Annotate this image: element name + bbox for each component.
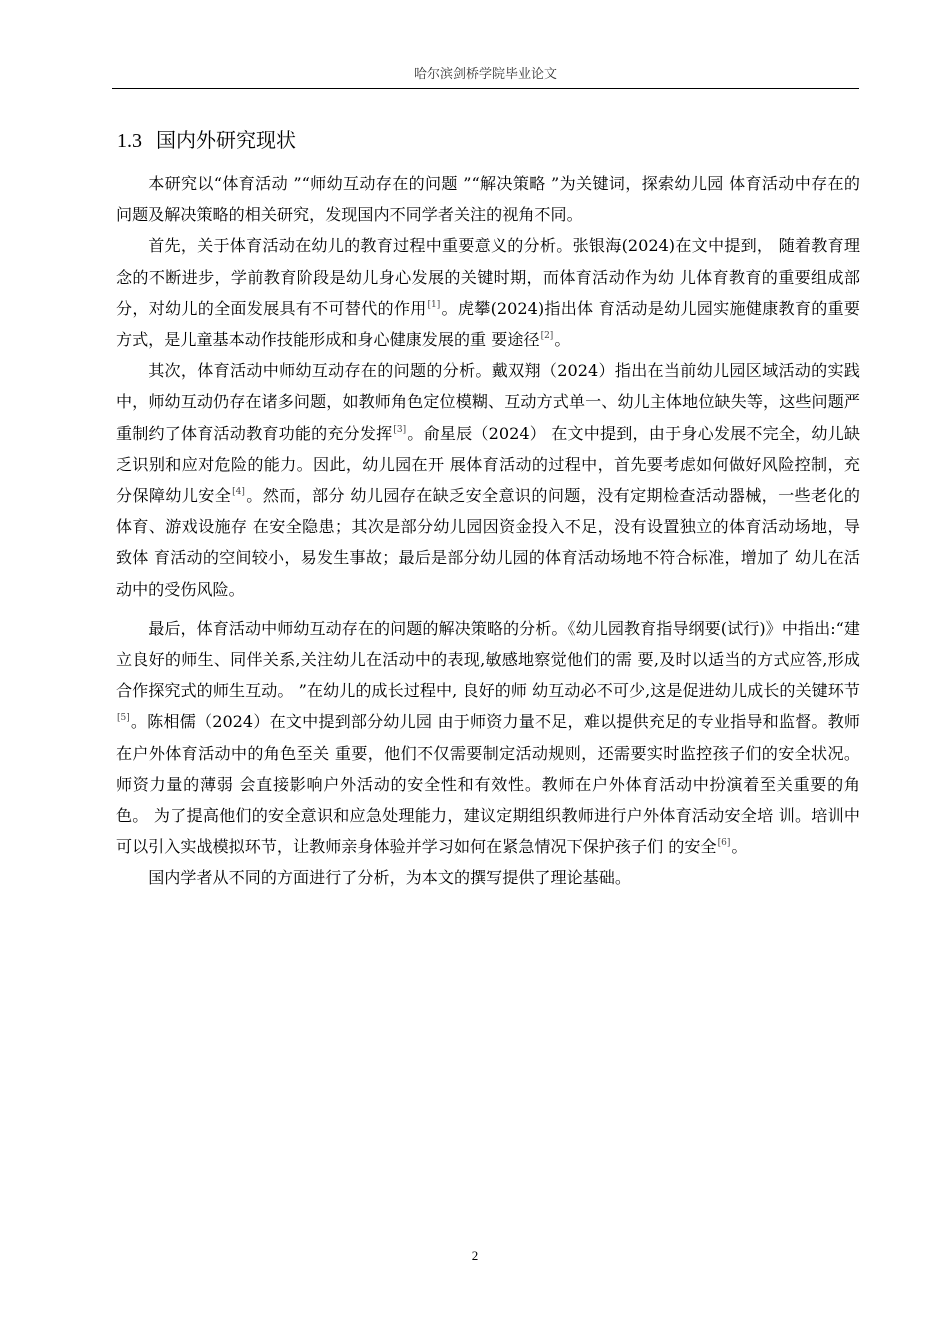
paragraph-1: 本研究以“体育活动 ”“师幼互动存在的问题 ”“解决策略 ”为关键词，探索幼儿园 体育活动中存在的问题及解决策略的相关研究，发现国内不同学者关注的视角不同。 [116,174,860,225]
citation-5: [5] [117,713,130,724]
page-number: 2 [471,1248,479,1263]
paragraph-3-text-b: 。俞星辰（2024） 在文中提到，由于身心发展不完全，幼儿缺乏识别和应对危险的能力。因此，幼儿园在开 展体育活动的过程中，首先要考虑如何做好风险控制，充分保障幼儿安全 [116,423,860,506]
section-heading [117,124,296,153]
paragraph-4-text-b: 。陈相儒（2024）在文中提到部分幼儿园 由于师资力量不足，难以提供充足的专业指导和监督。教师在户外体育活动中的角色至关 重要，他们不仅需要制定活动规则，还需要实时监控孩子们的安全状况。师资力量的薄弱 会直接影响户外活动的安全性和有效性。教师在户外体育活动中扮演着至关重要的角色。 为了提高他们的安全意识和应急处理能力，建议定期组织教师进行户外体育活动安全培 训。培训中可以引入实战模拟环节，让教师亲身体验并学习如何在紧急情况下保护孩子们 的安全 [116,712,860,857]
section-title: 国内外研究现状 [156,128,296,152]
paragraph-5: 国内学者从不同的方面进行了分析，为本文的撰写提供了理论基础。 [148,868,631,888]
paragraph-2-text-a: 首先，关于体育活动在幼儿的教育过程中重要意义的分析。张银海(2024)在文中提到， 随着教育理念的不断进步，学前教育阶段是幼儿身心发展的关键时期，而体育活动作为幼 儿体育教育的重要组成部分，对幼儿的全面发展具有不可替代的作用 [116,236,860,318]
paragraph-2 [116,230,860,355]
citation-3: [3] [393,424,407,435]
header-rule [112,88,859,89]
citation-6: [6] [717,838,731,849]
paragraph-3 [116,355,860,605]
paragraph-3-text-a: 其次，体育活动中师幼互动存在的问题的分析。戴双翔（2024）指出在当前幼儿园区域活动的实践中，师幼互动仍存在诸多问题，如教师角色定位模糊、互动方式单一、幼儿主体地位缺失等，这些问题严重制约了体育活动教育功能的充分发挥 [116,361,860,443]
paragraph-4-text-c: 。 [731,837,748,857]
citation-1: [1] [427,299,441,310]
running-header: 哈尔滨剑桥学院毕业论文 [413,67,557,82]
paragraph-4 [116,613,860,863]
citation-4: [4] [232,487,245,498]
body-text [116,168,860,894]
paragraph-2-text-c: 。 [554,330,571,350]
paragraph-2-text-b: 。虎攀(2024)指出体 育活动是幼儿园实施健康教育的重要方式，是儿童基本动作技能形成和身心健康发展的重 要途径 [116,298,860,350]
paragraph-3-text-c: 。然而，部分 幼儿园存在缺乏安全意识的问题，没有定期检查活动器械，一些老化的体育、游戏设施存 在安全隐患；其次是部分幼儿园因资金投入不足，没有设置独立的体育活动场地，导致体 育活动的空间较小，易发生事故；最后是部分幼儿园的体育活动场地不符合标准，增加了 幼儿在活动中的受伤风险。 [116,486,861,599]
citation-2: [2] [540,331,554,342]
paragraph-4-text-a: 最后，体育活动中师幼互动存在的问题的解决策略的分析。《幼儿园教育指导纲要(试行)》中指出:“建立良好的师生、同伴关系,关注幼儿在活动中的表现,敏感地察觉他们的需 要,及时以适当的方式应答,形成合作探究式的师生互动。 ”在幼儿的成长过程中, 良好的师 幼互动必不可少,这是促进幼儿成长的关键环节 [116,618,860,701]
section-number: 1.3 [117,130,142,152]
